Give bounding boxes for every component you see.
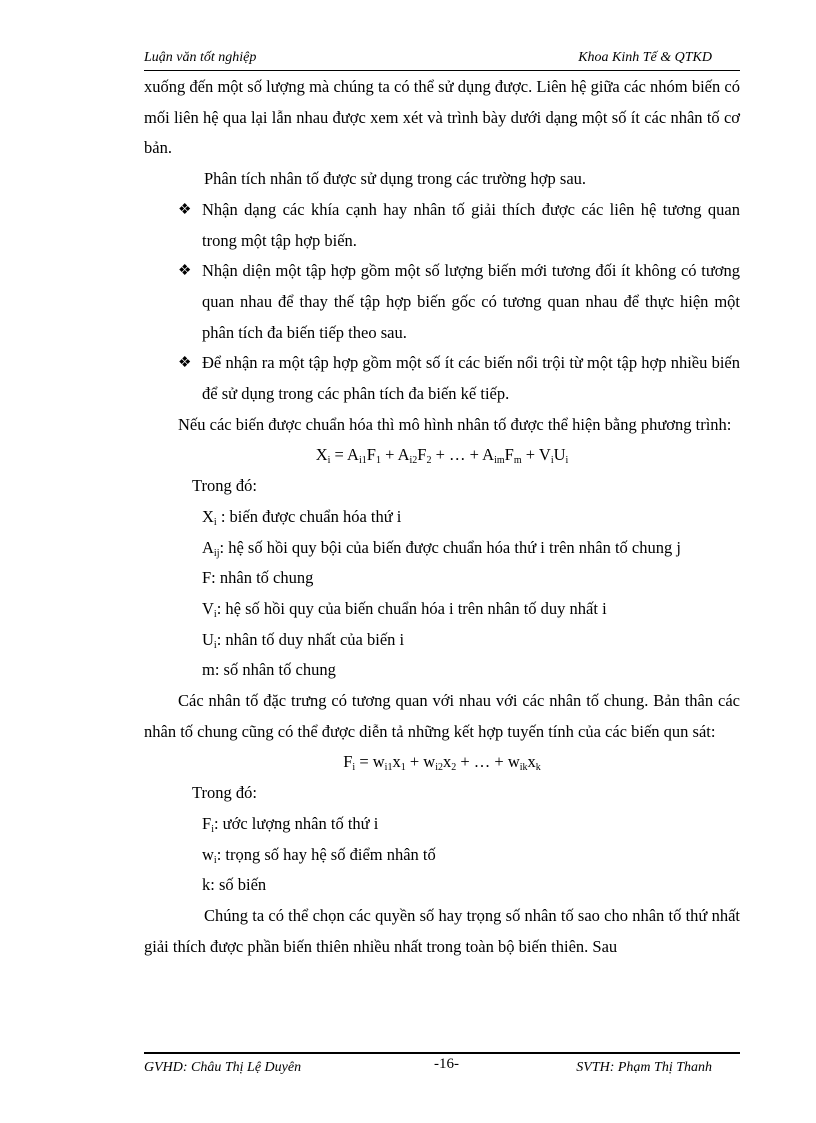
diamond-bullet-icon: ❖ <box>178 263 192 280</box>
paragraph-common-factors: Các nhân tố đặc trưng có tương quan với nhau với các nhân tố chung. Bản thân các nhân tố chung cũng có thể được diễn tả những kết hợp tuyến tính của các biến qun sát: <box>144 691 740 741</box>
header-thesis-label: Luận văn tốt nghiệp <box>144 50 257 65</box>
definition-x: $X_i$ : biến được chuẩn hóa thứ i <box>202 506 402 528</box>
bullet-text: Để nhận ra một tập hợp gồm một số ít các biến nổi trội từ một tập hợp nhiều biến để sử dụng trong các phân tích đa biến kế tiếp. <box>202 353 740 404</box>
diamond-bullet-icon: ❖ <box>178 355 192 372</box>
bullet-item <box>144 256 740 348</box>
definition-w: $w_i$: trọng số hay hệ số điểm nhân tố <box>202 844 436 866</box>
paragraph-usage: Phân tích nhân tố được sử dụng trong các trường hợp sau. <box>204 169 587 189</box>
header-faculty-label: Khoa Kinh Tế & QTKD <box>578 50 712 65</box>
definition-m: m: số nhân tố chung <box>202 660 336 680</box>
where-label: Trong đó: <box>192 476 257 496</box>
definition-u: $U_i$: nhân tố duy nhất của biến i <box>202 629 405 651</box>
equation-factor-model: $X_i = A_{i1}F_1 + A_{i2}F_2$ + … + $A_{im}F_m + V_iU_i$ <box>315 445 569 467</box>
paragraph-model: Nếu các biến được chuẩn hóa thì mô hình nhân tố được thể hiện bằng phương trình: <box>178 414 732 434</box>
footer-supervisor: GVHD: Châu Thị Lệ Duyên <box>144 1060 302 1075</box>
footer-student: SVTH: Phạm Thị Thanh <box>576 1060 712 1075</box>
diamond-bullet-icon: ❖ <box>178 201 192 218</box>
bullet-item <box>144 195 740 256</box>
bullet-item <box>144 348 740 409</box>
definition-f: F: nhân tố chung <box>202 568 314 588</box>
definition-v: $V_i$: hệ số hồi quy của biến chuẩn hóa i trên nhân tố duy nhất i <box>202 598 607 620</box>
paragraph-weights: Chúng ta có thể chọn các quyền số hay trọng số nhân tố sao cho nhân tố thứ nhất giải thích được phần biến thiên nhiều nhất trong toàn bộ biến thiên. Sau <box>144 905 740 956</box>
bullet-text: Nhận dạng các khía cạnh hay nhân tố giải thích được các liên hệ tương quan trong một tập hợp biến. <box>202 199 740 250</box>
definition-fi: $F_i$: ước lượng nhân tố thứ i <box>202 813 379 835</box>
definition-a: $A_{ij}$: hệ số hồi quy bội của biến được chuẩn hóa thứ i trên nhân tố chung j <box>202 537 681 559</box>
where-label: Trong đó: <box>192 783 257 803</box>
equation-factor-estimate: $F_i = w_{i1}x_1 + w_{i2}x_2$ + … + $w_{ik}x_k$ <box>343 752 541 774</box>
page-header <box>144 48 740 71</box>
definition-k: k: số biến <box>202 875 267 895</box>
page-footer <box>144 1052 740 1078</box>
bullet-text: Nhận diện một tập hợp gồm một số lượng biến mới tương đối ít không có tương quan nhau để thay thế tập hợp biến gốc có tương quan nhau để thực hiện một phân tích đa biến tiếp theo sau. <box>202 261 740 342</box>
page-body <box>144 72 740 962</box>
paragraph-intro: xuống đến một số lượng mà chúng ta có thể sử dụng được. Liên hệ giữa các nhóm biến có mối liên hệ qua lại lẫn nhau được xem xét và trình bày dưới dạng một số ít các nhân tố cơ bản. <box>144 77 740 158</box>
page-number: -16- <box>434 1056 459 1072</box>
